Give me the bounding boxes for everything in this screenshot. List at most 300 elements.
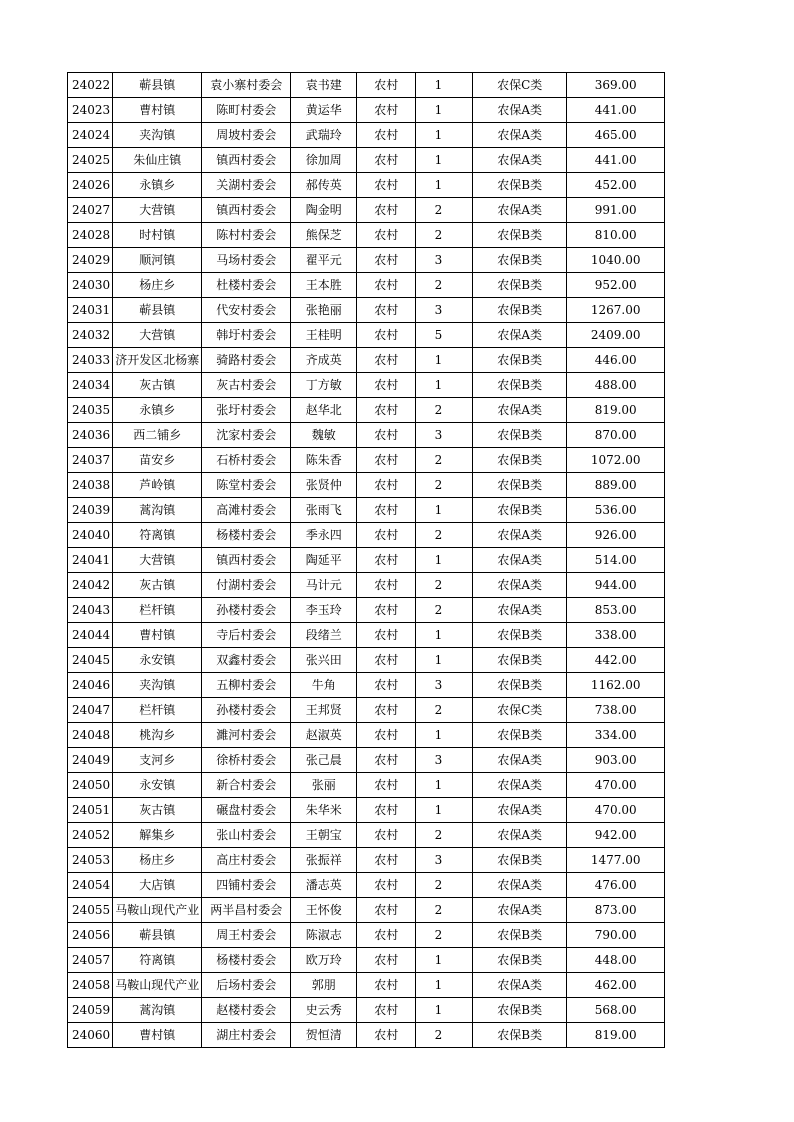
record-id-cell: 24058 xyxy=(68,973,113,998)
household-count-cell: 1 xyxy=(416,498,473,523)
town-cell: 苗安乡 xyxy=(113,448,202,473)
record-id-cell: 24029 xyxy=(68,248,113,273)
record-id-cell: 24052 xyxy=(68,823,113,848)
person-name-cell: 张己晨 xyxy=(291,748,357,773)
village-committee-cell: 张圩村委会 xyxy=(202,398,291,423)
amount-cell: 790.00 xyxy=(567,923,665,948)
person-name-cell: 欧万玲 xyxy=(291,948,357,973)
amount-cell: 853.00 xyxy=(567,598,665,623)
record-id-cell: 24038 xyxy=(68,473,113,498)
insurance-category-cell: 农保C类 xyxy=(473,73,567,98)
record-id-cell: 24036 xyxy=(68,423,113,448)
insurance-category-cell: 农保A类 xyxy=(473,823,567,848)
village-committee-cell: 杜楼村委会 xyxy=(202,273,291,298)
amount-cell: 441.00 xyxy=(567,148,665,173)
amount-cell: 738.00 xyxy=(567,698,665,723)
area-type-cell: 农村 xyxy=(357,698,416,723)
record-id-cell: 24044 xyxy=(68,623,113,648)
town-cell: 大店镇 xyxy=(113,873,202,898)
person-name-cell: 王邦贤 xyxy=(291,698,357,723)
table-row xyxy=(68,973,665,998)
household-count-cell: 3 xyxy=(416,298,473,323)
household-count-cell: 2 xyxy=(416,448,473,473)
area-type-cell: 农村 xyxy=(357,623,416,648)
town-cell: 永安镇 xyxy=(113,773,202,798)
person-name-cell: 牛角 xyxy=(291,673,357,698)
insurance-category-cell: 农保B类 xyxy=(473,498,567,523)
village-committee-cell: 陈町村委会 xyxy=(202,98,291,123)
area-type-cell: 农村 xyxy=(357,373,416,398)
insurance-category-cell: 农保B类 xyxy=(473,298,567,323)
area-type-cell: 农村 xyxy=(357,748,416,773)
town-cell: 永安镇 xyxy=(113,648,202,673)
amount-cell: 442.00 xyxy=(567,648,665,673)
household-count-cell: 3 xyxy=(416,848,473,873)
amount-cell: 338.00 xyxy=(567,623,665,648)
household-count-cell: 2 xyxy=(416,198,473,223)
household-count-cell: 2 xyxy=(416,523,473,548)
area-type-cell: 农村 xyxy=(357,673,416,698)
table-row xyxy=(68,548,665,573)
insurance-category-cell: 农保A类 xyxy=(473,548,567,573)
person-name-cell: 张丽 xyxy=(291,773,357,798)
person-name-cell: 魏敏 xyxy=(291,423,357,448)
town-cell: 蒿沟镇 xyxy=(113,498,202,523)
table-row xyxy=(68,273,665,298)
village-committee-cell: 杨楼村委会 xyxy=(202,948,291,973)
person-name-cell: 张振祥 xyxy=(291,848,357,873)
insurance-category-cell: 农保A类 xyxy=(473,798,567,823)
household-count-cell: 2 xyxy=(416,598,473,623)
town-cell: 蕲县镇 xyxy=(113,923,202,948)
insurance-category-cell: 农保B类 xyxy=(473,648,567,673)
area-type-cell: 农村 xyxy=(357,348,416,373)
record-id-cell: 24025 xyxy=(68,148,113,173)
village-committee-cell: 灰古村委会 xyxy=(202,373,291,398)
record-id-cell: 24049 xyxy=(68,748,113,773)
area-type-cell: 农村 xyxy=(357,198,416,223)
amount-cell: 1040.00 xyxy=(567,248,665,273)
insurance-category-cell: 农保B类 xyxy=(473,623,567,648)
amount-cell: 452.00 xyxy=(567,173,665,198)
village-committee-cell: 杨楼村委会 xyxy=(202,523,291,548)
amount-cell: 903.00 xyxy=(567,748,665,773)
village-committee-cell: 张山村委会 xyxy=(202,823,291,848)
town-cell: 曹村镇 xyxy=(113,623,202,648)
town-cell: 符离镇 xyxy=(113,948,202,973)
person-name-cell: 黄运华 xyxy=(291,98,357,123)
area-type-cell: 农村 xyxy=(357,823,416,848)
table-row xyxy=(68,598,665,623)
person-name-cell: 翟平元 xyxy=(291,248,357,273)
area-type-cell: 农村 xyxy=(357,273,416,298)
amount-cell: 889.00 xyxy=(567,473,665,498)
table-row xyxy=(68,298,665,323)
town-cell: 夹沟镇 xyxy=(113,123,202,148)
insurance-category-cell: 农保A类 xyxy=(473,573,567,598)
village-committee-cell: 韩圩村委会 xyxy=(202,323,291,348)
table-row xyxy=(68,998,665,1023)
village-committee-cell: 徐桥村委会 xyxy=(202,748,291,773)
household-count-cell: 2 xyxy=(416,273,473,298)
household-count-cell: 1 xyxy=(416,98,473,123)
table-row xyxy=(68,923,665,948)
records-table xyxy=(67,72,665,1048)
area-type-cell: 农村 xyxy=(357,973,416,998)
person-name-cell: 张兴田 xyxy=(291,648,357,673)
village-committee-cell: 高滩村委会 xyxy=(202,498,291,523)
village-committee-cell: 石桥村委会 xyxy=(202,448,291,473)
table-row xyxy=(68,773,665,798)
amount-cell: 568.00 xyxy=(567,998,665,1023)
village-committee-cell: 陈村村委会 xyxy=(202,223,291,248)
village-committee-cell: 镇西村委会 xyxy=(202,548,291,573)
insurance-category-cell: 农保B类 xyxy=(473,373,567,398)
town-cell: 永镇乡 xyxy=(113,173,202,198)
person-name-cell: 马计元 xyxy=(291,573,357,598)
village-committee-cell: 袁小寨村委会 xyxy=(202,73,291,98)
insurance-category-cell: 农保B类 xyxy=(473,673,567,698)
village-committee-cell: 两半昌村委会 xyxy=(202,898,291,923)
person-name-cell: 张雨飞 xyxy=(291,498,357,523)
household-count-cell: 2 xyxy=(416,823,473,848)
village-committee-cell: 碾盘村委会 xyxy=(202,798,291,823)
record-id-cell: 24056 xyxy=(68,923,113,948)
household-count-cell: 2 xyxy=(416,223,473,248)
town-cell: 栏杆镇 xyxy=(113,598,202,623)
village-committee-cell: 孙楼村委会 xyxy=(202,598,291,623)
record-id-cell: 24054 xyxy=(68,873,113,898)
amount-cell: 819.00 xyxy=(567,398,665,423)
household-count-cell: 1 xyxy=(416,948,473,973)
record-id-cell: 24023 xyxy=(68,98,113,123)
insurance-category-cell: 农保C类 xyxy=(473,698,567,723)
village-committee-cell: 孙楼村委会 xyxy=(202,698,291,723)
table-row xyxy=(68,398,665,423)
village-committee-cell: 付湖村委会 xyxy=(202,573,291,598)
area-type-cell: 农村 xyxy=(357,723,416,748)
area-type-cell: 农村 xyxy=(357,123,416,148)
amount-cell: 536.00 xyxy=(567,498,665,523)
area-type-cell: 农村 xyxy=(357,923,416,948)
area-type-cell: 农村 xyxy=(357,148,416,173)
table-row xyxy=(68,698,665,723)
record-id-cell: 24028 xyxy=(68,223,113,248)
town-cell: 马鞍山现代产业 xyxy=(113,973,202,998)
village-committee-cell: 新合村委会 xyxy=(202,773,291,798)
insurance-category-cell: 农保A类 xyxy=(473,773,567,798)
village-committee-cell: 濉河村委会 xyxy=(202,723,291,748)
table-row xyxy=(68,748,665,773)
household-count-cell: 1 xyxy=(416,973,473,998)
village-committee-cell: 镇西村委会 xyxy=(202,198,291,223)
insurance-category-cell: 农保B类 xyxy=(473,998,567,1023)
town-cell: 蒿沟镇 xyxy=(113,998,202,1023)
village-committee-cell: 湖庄村委会 xyxy=(202,1023,291,1048)
person-name-cell: 赵淑英 xyxy=(291,723,357,748)
table-row xyxy=(68,123,665,148)
insurance-category-cell: 农保A类 xyxy=(473,148,567,173)
household-count-cell: 2 xyxy=(416,873,473,898)
town-cell: 栏杆镇 xyxy=(113,698,202,723)
insurance-category-cell: 农保B类 xyxy=(473,423,567,448)
table-row xyxy=(68,648,665,673)
person-name-cell: 熊保芝 xyxy=(291,223,357,248)
village-committee-cell: 双鑫村委会 xyxy=(202,648,291,673)
village-committee-cell: 关湖村委会 xyxy=(202,173,291,198)
area-type-cell: 农村 xyxy=(357,298,416,323)
area-type-cell: 农村 xyxy=(357,873,416,898)
table-row xyxy=(68,798,665,823)
person-name-cell: 陶延平 xyxy=(291,548,357,573)
household-count-cell: 1 xyxy=(416,73,473,98)
insurance-category-cell: 农保A类 xyxy=(473,323,567,348)
insurance-category-cell: 农保B类 xyxy=(473,948,567,973)
table-body xyxy=(68,73,665,1048)
amount-cell: 446.00 xyxy=(567,348,665,373)
table-row xyxy=(68,423,665,448)
person-name-cell: 陈朱香 xyxy=(291,448,357,473)
table-row xyxy=(68,523,665,548)
household-count-cell: 1 xyxy=(416,998,473,1023)
amount-cell: 514.00 xyxy=(567,548,665,573)
table-row xyxy=(68,573,665,598)
table-row xyxy=(68,98,665,123)
record-id-cell: 24034 xyxy=(68,373,113,398)
record-id-cell: 24030 xyxy=(68,273,113,298)
table-row xyxy=(68,248,665,273)
village-committee-cell: 周坡村委会 xyxy=(202,123,291,148)
record-id-cell: 24035 xyxy=(68,398,113,423)
insurance-category-cell: 农保B类 xyxy=(473,223,567,248)
household-count-cell: 1 xyxy=(416,723,473,748)
insurance-category-cell: 农保B类 xyxy=(473,273,567,298)
table-row xyxy=(68,948,665,973)
record-id-cell: 24057 xyxy=(68,948,113,973)
record-id-cell: 24060 xyxy=(68,1023,113,1048)
household-count-cell: 1 xyxy=(416,148,473,173)
record-id-cell: 24032 xyxy=(68,323,113,348)
person-name-cell: 武瑞玲 xyxy=(291,123,357,148)
person-name-cell: 段绪兰 xyxy=(291,623,357,648)
person-name-cell: 王本胜 xyxy=(291,273,357,298)
insurance-category-cell: 农保B类 xyxy=(473,173,567,198)
town-cell: 马鞍山现代产业 xyxy=(113,898,202,923)
town-cell: 灰古镇 xyxy=(113,798,202,823)
insurance-category-cell: 农保B类 xyxy=(473,473,567,498)
village-committee-cell: 代安村委会 xyxy=(202,298,291,323)
household-count-cell: 5 xyxy=(416,323,473,348)
town-cell: 杨庄乡 xyxy=(113,848,202,873)
record-id-cell: 24046 xyxy=(68,673,113,698)
amount-cell: 870.00 xyxy=(567,423,665,448)
table-row xyxy=(68,873,665,898)
town-cell: 大营镇 xyxy=(113,323,202,348)
household-count-cell: 1 xyxy=(416,648,473,673)
household-count-cell: 3 xyxy=(416,423,473,448)
amount-cell: 488.00 xyxy=(567,373,665,398)
town-cell: 大营镇 xyxy=(113,548,202,573)
village-committee-cell: 后场村委会 xyxy=(202,973,291,998)
amount-cell: 448.00 xyxy=(567,948,665,973)
table-row xyxy=(68,498,665,523)
town-cell: 符离镇 xyxy=(113,523,202,548)
household-count-cell: 2 xyxy=(416,698,473,723)
household-count-cell: 1 xyxy=(416,798,473,823)
area-type-cell: 农村 xyxy=(357,648,416,673)
household-count-cell: 1 xyxy=(416,548,473,573)
amount-cell: 476.00 xyxy=(567,873,665,898)
household-count-cell: 3 xyxy=(416,748,473,773)
area-type-cell: 农村 xyxy=(357,323,416,348)
insurance-category-cell: 农保B类 xyxy=(473,1023,567,1048)
record-id-cell: 24039 xyxy=(68,498,113,523)
insurance-category-cell: 农保B类 xyxy=(473,923,567,948)
household-count-cell: 1 xyxy=(416,173,473,198)
town-cell: 济开发区北杨寨 xyxy=(113,348,202,373)
household-count-cell: 1 xyxy=(416,123,473,148)
record-id-cell: 24053 xyxy=(68,848,113,873)
area-type-cell: 农村 xyxy=(357,223,416,248)
area-type-cell: 农村 xyxy=(357,773,416,798)
town-cell: 时村镇 xyxy=(113,223,202,248)
town-cell: 桃沟乡 xyxy=(113,723,202,748)
area-type-cell: 农村 xyxy=(357,498,416,523)
record-id-cell: 24041 xyxy=(68,548,113,573)
table-row xyxy=(68,723,665,748)
area-type-cell: 农村 xyxy=(357,173,416,198)
area-type-cell: 农村 xyxy=(357,448,416,473)
household-count-cell: 2 xyxy=(416,1023,473,1048)
person-name-cell: 潘志英 xyxy=(291,873,357,898)
household-count-cell: 1 xyxy=(416,773,473,798)
amount-cell: 1267.00 xyxy=(567,298,665,323)
person-name-cell: 郭朋 xyxy=(291,973,357,998)
area-type-cell: 农村 xyxy=(357,398,416,423)
area-type-cell: 农村 xyxy=(357,423,416,448)
person-name-cell: 贺恒清 xyxy=(291,1023,357,1048)
table-row xyxy=(68,173,665,198)
town-cell: 杨庄乡 xyxy=(113,273,202,298)
area-type-cell: 农村 xyxy=(357,248,416,273)
area-type-cell: 农村 xyxy=(357,598,416,623)
insurance-category-cell: 农保B类 xyxy=(473,848,567,873)
person-name-cell: 史云秀 xyxy=(291,998,357,1023)
town-cell: 朱仙庄镇 xyxy=(113,148,202,173)
record-id-cell: 24059 xyxy=(68,998,113,1023)
insurance-category-cell: 农保B类 xyxy=(473,723,567,748)
town-cell: 芦岭镇 xyxy=(113,473,202,498)
household-count-cell: 1 xyxy=(416,348,473,373)
record-id-cell: 24026 xyxy=(68,173,113,198)
area-type-cell: 农村 xyxy=(357,798,416,823)
insurance-category-cell: 农保A类 xyxy=(473,748,567,773)
village-committee-cell: 骑路村委会 xyxy=(202,348,291,373)
town-cell: 顺河镇 xyxy=(113,248,202,273)
town-cell: 支河乡 xyxy=(113,748,202,773)
person-name-cell: 赵华北 xyxy=(291,398,357,423)
record-id-cell: 24043 xyxy=(68,598,113,623)
insurance-category-cell: 农保A类 xyxy=(473,398,567,423)
town-cell: 夹沟镇 xyxy=(113,673,202,698)
household-count-cell: 2 xyxy=(416,573,473,598)
area-type-cell: 农村 xyxy=(357,473,416,498)
table-row xyxy=(68,223,665,248)
village-committee-cell: 周王村委会 xyxy=(202,923,291,948)
person-name-cell: 王朝宝 xyxy=(291,823,357,848)
record-id-cell: 24031 xyxy=(68,298,113,323)
table-row xyxy=(68,823,665,848)
record-id-cell: 24045 xyxy=(68,648,113,673)
record-id-cell: 24055 xyxy=(68,898,113,923)
village-committee-cell: 寺后村委会 xyxy=(202,623,291,648)
village-committee-cell: 沈家村委会 xyxy=(202,423,291,448)
table-row xyxy=(68,848,665,873)
record-id-cell: 24033 xyxy=(68,348,113,373)
record-id-cell: 24027 xyxy=(68,198,113,223)
household-count-cell: 3 xyxy=(416,673,473,698)
person-name-cell: 齐成英 xyxy=(291,348,357,373)
town-cell: 曹村镇 xyxy=(113,98,202,123)
amount-cell: 1162.00 xyxy=(567,673,665,698)
insurance-category-cell: 农保A类 xyxy=(473,123,567,148)
amount-cell: 369.00 xyxy=(567,73,665,98)
person-name-cell: 朱华米 xyxy=(291,798,357,823)
household-count-cell: 2 xyxy=(416,398,473,423)
village-committee-cell: 马场村委会 xyxy=(202,248,291,273)
village-committee-cell: 陈堂村委会 xyxy=(202,473,291,498)
household-count-cell: 2 xyxy=(416,923,473,948)
table-row xyxy=(68,1023,665,1048)
household-count-cell: 3 xyxy=(416,248,473,273)
village-committee-cell: 四铺村委会 xyxy=(202,873,291,898)
amount-cell: 441.00 xyxy=(567,98,665,123)
area-type-cell: 农村 xyxy=(357,548,416,573)
record-id-cell: 24022 xyxy=(68,73,113,98)
insurance-category-cell: 农保B类 xyxy=(473,248,567,273)
amount-cell: 944.00 xyxy=(567,573,665,598)
record-id-cell: 24037 xyxy=(68,448,113,473)
record-id-cell: 24024 xyxy=(68,123,113,148)
insurance-category-cell: 农保B类 xyxy=(473,448,567,473)
table-row xyxy=(68,323,665,348)
amount-cell: 1477.00 xyxy=(567,848,665,873)
household-count-cell: 2 xyxy=(416,473,473,498)
record-id-cell: 24042 xyxy=(68,573,113,598)
amount-cell: 810.00 xyxy=(567,223,665,248)
table-row xyxy=(68,473,665,498)
area-type-cell: 农村 xyxy=(357,848,416,873)
area-type-cell: 农村 xyxy=(357,573,416,598)
town-cell: 蕲县镇 xyxy=(113,73,202,98)
household-count-cell: 1 xyxy=(416,623,473,648)
amount-cell: 2409.00 xyxy=(567,323,665,348)
insurance-category-cell: 农保A类 xyxy=(473,98,567,123)
insurance-category-cell: 农保A类 xyxy=(473,873,567,898)
amount-cell: 819.00 xyxy=(567,1023,665,1048)
village-committee-cell: 赵楼村委会 xyxy=(202,998,291,1023)
record-id-cell: 24040 xyxy=(68,523,113,548)
town-cell: 曹村镇 xyxy=(113,1023,202,1048)
person-name-cell: 丁方敏 xyxy=(291,373,357,398)
person-name-cell: 季永四 xyxy=(291,523,357,548)
town-cell: 永镇乡 xyxy=(113,398,202,423)
person-name-cell: 袁书建 xyxy=(291,73,357,98)
amount-cell: 334.00 xyxy=(567,723,665,748)
amount-cell: 470.00 xyxy=(567,773,665,798)
person-name-cell: 徐加周 xyxy=(291,148,357,173)
table-row xyxy=(68,348,665,373)
